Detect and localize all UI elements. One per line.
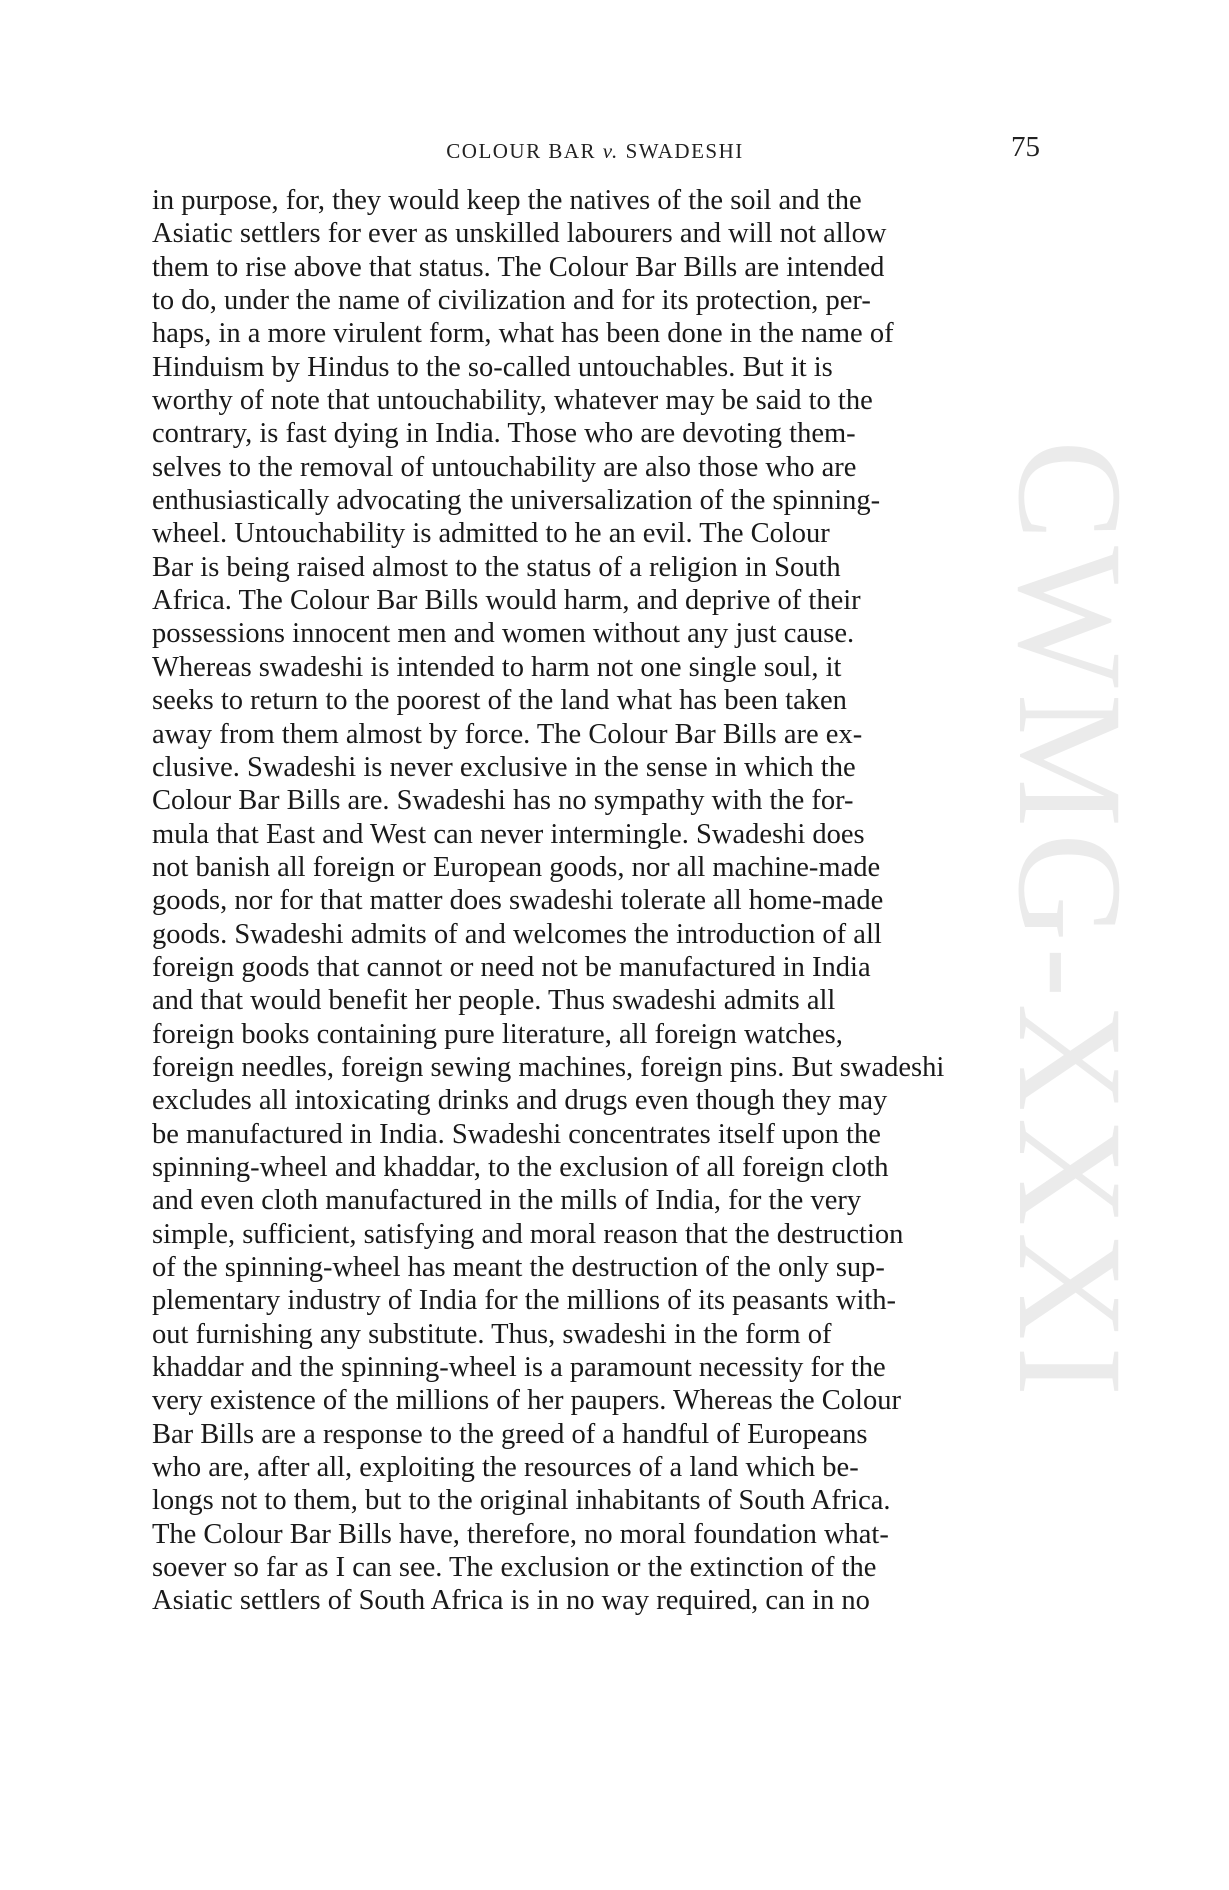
text-line: foreign needles, foreign sewing machines, foreign pins. But swadeshi bbox=[152, 1051, 945, 1083]
text-line: haps, in a more virulent form, what has been done in the name of bbox=[152, 318, 894, 350]
text-line: seeks to return to the poorest of the land what has been taken bbox=[152, 685, 847, 717]
page-number: 75 bbox=[1011, 131, 1040, 163]
text-line: who are, after all, exploiting the resources of a land which be- bbox=[152, 1452, 859, 1484]
text-line: goods, nor for that matter does swadeshi tolerate all home-made bbox=[152, 885, 884, 917]
text-line: clusive. Swadeshi is never exclusive in the sense in which the bbox=[152, 751, 856, 783]
text-line: goods. Swadeshi admits of and welcomes the introduction of all bbox=[152, 918, 882, 950]
text-line: out furnishing any substitute. Thus, swadeshi in the form of bbox=[152, 1318, 832, 1350]
running-title-prefix: COLOUR BAR bbox=[446, 139, 597, 163]
text-line: khaddar and the spinning-wheel is a paramount necessity for the bbox=[152, 1352, 886, 1384]
text-line: contrary, is fast dying in India. Those who are devoting them- bbox=[152, 418, 856, 450]
text-line: spinning-wheel and khaddar, to the exclusion of all foreign cloth bbox=[152, 1151, 889, 1183]
text-line: mula that East and West can never intermingle. Swadeshi does bbox=[152, 818, 865, 850]
text-line: not banish all foreign or European goods, nor all machine-made bbox=[152, 851, 881, 883]
running-title-suffix: SWADESHI bbox=[625, 139, 744, 163]
watermark-text: CWMG-XXXI bbox=[987, 440, 1153, 1403]
text-line: and that would benefit her people. Thus swadeshi admits all bbox=[152, 985, 836, 1017]
text-line: very existence of the millions of her paupers. Whereas the Colour bbox=[152, 1385, 901, 1417]
text-line: of the spinning-wheel has meant the destruction of the only sup- bbox=[152, 1252, 885, 1283]
text-line: and even cloth manufactured in the mills of India, for the very bbox=[152, 1185, 862, 1217]
text-line: enthusiastically advocating the universalization of the spinning- bbox=[152, 485, 881, 517]
text-line: in purpose, for, they would keep the natives of the soil and the bbox=[152, 185, 862, 216]
text-line: Bar is being raised almost to the status of a religion in South bbox=[152, 551, 841, 583]
running-title-v: v. bbox=[602, 139, 619, 163]
text-line: be manufactured in India. Swadeshi concentrates itself upon the bbox=[152, 1118, 881, 1150]
body-text bbox=[152, 184, 1038, 1618]
text-line: plementary industry of India for the millions of its peasants with- bbox=[152, 1285, 897, 1317]
text-line: wheel. Untouchability is admitted to he an evil. The Colour bbox=[152, 518, 830, 550]
text-line: Asiatic settlers of South Africa is in no way required, can in no bbox=[152, 1585, 870, 1617]
text-line: excludes all intoxicating drinks and drugs even though they may bbox=[152, 1085, 888, 1117]
running-head bbox=[152, 131, 1038, 171]
text-line: Hinduism by Hindus to the so-called untouchables. But it is bbox=[152, 351, 833, 383]
text-line: Colour Bar Bills are. Swadeshi has no sympathy with the for- bbox=[152, 785, 854, 817]
text-line: simple, sufficient, satisfying and moral reason that the destruction bbox=[152, 1218, 904, 1250]
text-line: soever so far as I can see. The exclusion or the extinction of the bbox=[152, 1552, 877, 1584]
text-line: away from them almost by force. The Colour Bar Bills are ex- bbox=[152, 718, 863, 750]
text-line: them to rise above that status. The Colour Bar Bills are intended bbox=[152, 251, 885, 283]
text-line: The Colour Bar Bills have, therefore, no moral foundation what- bbox=[152, 1518, 889, 1550]
text-line: Africa. The Colour Bar Bills would harm, and deprive of their bbox=[152, 585, 861, 617]
text-line: selves to the removal of untouchability are also those who are bbox=[152, 451, 857, 483]
text-line: possessions innocent men and women without any just cause. bbox=[152, 618, 855, 650]
text-line: Asiatic settlers for ever as unskilled labourers and will not allow bbox=[152, 218, 887, 250]
text-line: foreign books containing pure literature, all foreign watches, bbox=[152, 1018, 843, 1050]
text-line: Whereas swadeshi is intended to harm not one single soul, it bbox=[152, 651, 842, 683]
text-line: longs not to them, but to the original inhabitants of South Africa. bbox=[152, 1485, 891, 1517]
text-line: Bar Bills are a response to the greed of a handful of Europeans bbox=[152, 1418, 868, 1450]
running-title bbox=[152, 139, 1038, 164]
text-line: to do, under the name of civilization and for its protection, per- bbox=[152, 285, 871, 317]
text-line: worthy of note that untouchability, whatever may be said to the bbox=[152, 385, 873, 417]
text-line: foreign goods that cannot or need not be manufactured in India bbox=[152, 951, 871, 983]
